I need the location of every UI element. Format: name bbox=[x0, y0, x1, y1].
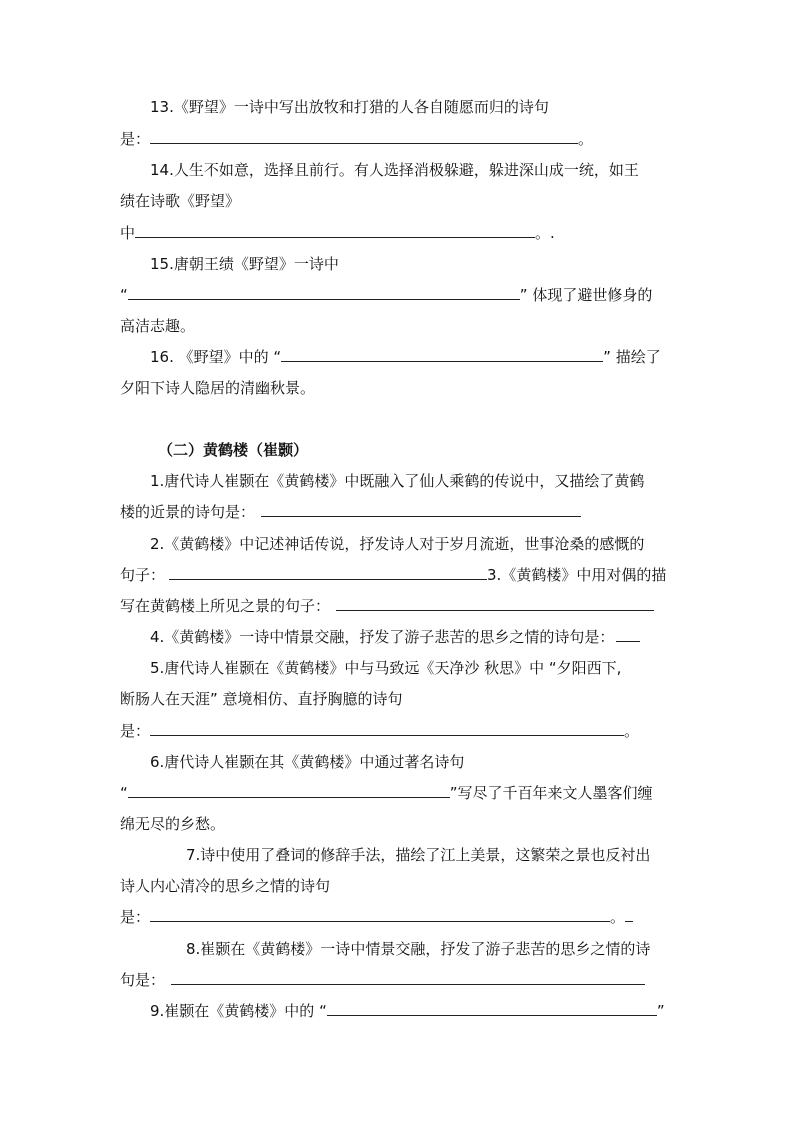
h7-line1: 7.诗中使用了叠词的修辞手法，描绘了江上美景，这繁荣之景也反衬出 bbox=[186, 846, 651, 864]
h6-answer-blank[interactable] bbox=[128, 783, 450, 798]
h3-answer-row bbox=[120, 595, 654, 617]
h9-answer-row bbox=[150, 1000, 665, 1022]
h3-prefix: 写在黄鹤楼上所见之景的句子： bbox=[120, 597, 331, 615]
h1-answer-blank[interactable] bbox=[261, 502, 581, 517]
q15-line3: 高洁志趣。 bbox=[120, 317, 196, 335]
h6-answer-row bbox=[120, 782, 653, 804]
q15-prefix: “ bbox=[120, 286, 128, 304]
h3-answer-blank[interactable] bbox=[336, 596, 654, 611]
h5-line1: 5.唐代诗人崔颢在《黄鹤楼》中与马致远《天净沙 秋思》中 “夕阳西下, bbox=[150, 659, 622, 677]
h8-answer-blank[interactable] bbox=[171, 970, 645, 985]
q13-line1: 13.《野望》一诗中写出放牧和打猎的人各自随愿而归的诗句 bbox=[150, 98, 549, 116]
h7-answer-row bbox=[120, 906, 633, 928]
h8-line1: 8.崔颢在《黄鹤楼》一诗中情景交融，抒发了游子悲苦的思乡之情的诗 bbox=[186, 940, 651, 958]
h5-prefix: 是： bbox=[120, 722, 151, 740]
q15-suffix: ” 体现了避世修身的 bbox=[519, 286, 653, 304]
q16-answer-blank[interactable] bbox=[281, 347, 603, 362]
q13-answer-blank[interactable] bbox=[150, 129, 578, 144]
q15-line1: 15.唐朝王绩《野望》一诗中 bbox=[150, 255, 339, 273]
q14-answer-blank[interactable] bbox=[135, 223, 535, 238]
h9-answer-blank[interactable] bbox=[327, 1001, 657, 1016]
h7-answer-blank[interactable] bbox=[150, 907, 610, 922]
h2-prefix: 句子： bbox=[120, 566, 166, 584]
h9-prefix: 9.崔颢在《黄鹤楼》中的 “ bbox=[150, 1002, 327, 1020]
q16-answer-row bbox=[150, 346, 661, 368]
h8-prefix: 句是： bbox=[120, 971, 166, 989]
h1-prefix: 楼的近景的诗句是： bbox=[120, 503, 256, 521]
h2-line1: 2.《黄鹤楼》中记述神话传说，抒发诗人对于岁月流逝，世事沧桑的感慨的 bbox=[150, 535, 645, 553]
q15-answer-blank[interactable] bbox=[128, 285, 520, 300]
q14-answer-row bbox=[120, 222, 555, 244]
h6-prefix: “ bbox=[120, 784, 128, 802]
h7-suffix: 。 bbox=[610, 908, 626, 926]
h4-answer-blank[interactable] bbox=[616, 627, 640, 642]
q13-prefix: 是： bbox=[120, 130, 151, 148]
section-heading: （二）黄鹤楼（崔颢） bbox=[158, 441, 309, 459]
h5-line2: 断肠人在天涯” 意境相仿、直抒胸臆的诗句 bbox=[120, 690, 403, 708]
h6-line1: 6.唐代诗人崔颢在其《黄鹤楼》中通过著名诗句 bbox=[150, 753, 465, 771]
h6-suffix: ”写尽了千百年来文人墨客们缠 bbox=[449, 784, 653, 802]
h9-suffix: ” bbox=[656, 1002, 665, 1020]
q14-prefix: 中 bbox=[120, 224, 136, 242]
h4-prefix: 4.《黄鹤楼》一诗中情景交融，抒发了游子悲苦的思乡之情的诗句是： bbox=[150, 628, 615, 646]
h5-answer-row bbox=[120, 720, 639, 742]
q16-suffix: ” 描绘了 bbox=[603, 348, 661, 366]
h8-answer-row bbox=[120, 969, 645, 991]
q15-answer-row bbox=[120, 284, 652, 306]
q16-prefix: 16. 《野望》中的 “ bbox=[150, 348, 282, 366]
q14-suffix: 。. bbox=[535, 224, 555, 242]
h2-answer-row bbox=[120, 564, 666, 586]
h7-prefix: 是： bbox=[120, 908, 151, 926]
h1-line1: 1.唐代诗人崔颢在《黄鹤楼》中既融入了仙人乘鹤的传说中，又描绘了黄鹤 bbox=[150, 472, 645, 490]
q14-line1: 14.人生不如意，选择且前行。有人选择消极躲避，躲进深山成一统，如王 bbox=[150, 161, 639, 179]
q13-suffix: 。 bbox=[578, 130, 594, 148]
q16-line2: 夕阳下诗人隐居的清幽秋景。 bbox=[120, 379, 316, 397]
h5-suffix: 。 bbox=[624, 722, 640, 740]
q13-answer-row bbox=[120, 128, 593, 150]
h2-answer-blank[interactable] bbox=[169, 565, 487, 580]
h7-line2: 诗人内心清冷的思乡之情的诗句 bbox=[120, 877, 331, 895]
h6-line3: 绵无尽的乡愁。 bbox=[120, 815, 226, 833]
h3-start: 3.《黄鹤楼》中用对偶的描 bbox=[487, 566, 667, 584]
h4-answer-row bbox=[150, 626, 640, 648]
h7-trailing-rule bbox=[625, 907, 633, 922]
h5-answer-blank[interactable] bbox=[150, 721, 624, 736]
q14-line2: 绩在诗歌《野望》 bbox=[120, 192, 241, 210]
h1-answer-row bbox=[120, 501, 581, 523]
